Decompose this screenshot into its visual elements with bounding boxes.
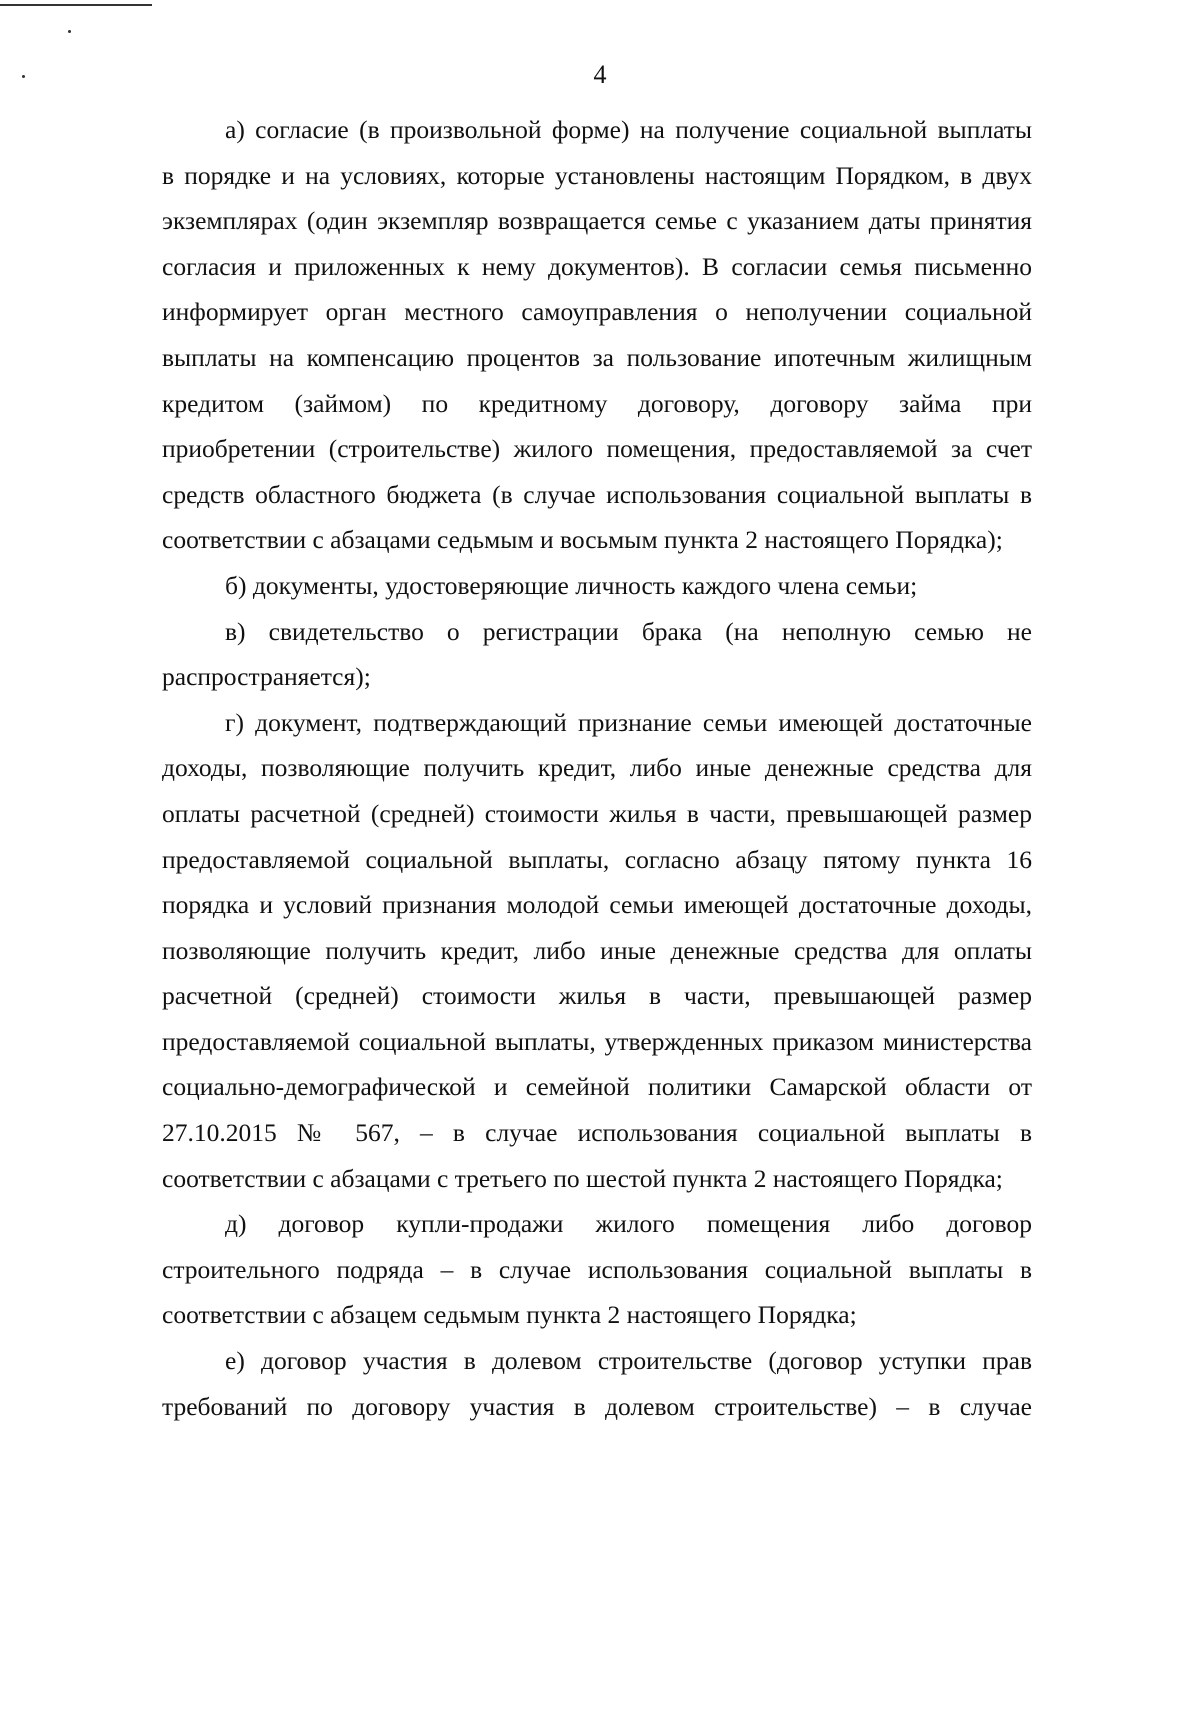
paragraph xyxy=(162,700,1032,1202)
text-line: согласия и приложенных к нему документов). В согласии семья письменно xyxy=(162,251,1032,281)
text-line: приобретении (строительстве) жилого помещения, предоставляемой за счет xyxy=(162,434,1032,464)
text-line: средств областного бюджета (в случае использования социальной выплаты в xyxy=(162,479,1032,509)
paragraph xyxy=(162,1338,1032,1429)
text-line: выплаты на компенсацию процентов за пользование ипотечным жилищным xyxy=(162,342,1032,372)
paragraph xyxy=(162,107,1032,563)
paragraph xyxy=(162,609,1032,700)
text-line: социально-демографической и семейной политики Самарской области от xyxy=(162,1072,1032,1102)
text-line: соответствии с абзацами с третьего по шестой пункта 2 настоящего Порядка; xyxy=(162,1163,1003,1193)
text-line: порядка и условий признания молодой семьи имеющей достаточные доходы, xyxy=(162,890,1032,920)
text-line: предоставляемой социальной выплаты, утвержденных приказом министерства xyxy=(162,1026,1032,1056)
text-line: экземплярах (один экземпляр возвращается семье с указанием даты принятия xyxy=(162,206,1032,236)
text-line: в) свидетельство о регистрации брака (на неполную семью не xyxy=(225,616,1032,646)
text-line: д) договор купли-продажи жилого помещения либо договор xyxy=(225,1209,1032,1239)
paragraph xyxy=(162,563,1032,609)
paragraph xyxy=(162,1201,1032,1338)
text-line: доходы, позволяющие получить кредит, либо иные денежные средства для xyxy=(162,753,1032,783)
text-line: расчетной (средней) стоимости жилья в части, превышающей размер xyxy=(162,981,1032,1011)
text-line: б) документы, удостоверяющие личность каждого члена семьи; xyxy=(225,570,918,600)
text-line: кредитом (займом) по кредитному договору, договору займа при xyxy=(162,388,1032,418)
text-line: соответствии с абзацами седьмым и восьмым пункта 2 настоящего Порядка); xyxy=(162,525,1003,555)
page-number: 4 xyxy=(593,60,607,89)
text-line: соответствии с абзацем седьмым пункта 2 настоящего Порядка; xyxy=(162,1300,857,1330)
scan-edge-line xyxy=(0,4,152,6)
text-line: предоставляемой социальной выплаты, согласно абзацу пятому пункта 16 xyxy=(162,844,1032,874)
text-line: распространяется); xyxy=(162,662,371,692)
text-line: позволяющие получить кредит, либо иные денежные средства для оплаты xyxy=(162,935,1032,965)
text-line: информирует орган местного самоуправления о неполучении социальной xyxy=(162,297,1032,327)
scan-speck xyxy=(68,30,71,33)
text-line: требований по договору участия в долевом строительстве) – в случае xyxy=(162,1391,1032,1421)
text-line: г) документ, подтверждающий признание семьи имеющей достаточные xyxy=(225,707,1032,737)
text-line: оплаты расчетной (средней) стоимости жилья в части, превышающей размер xyxy=(162,798,1032,828)
document-body xyxy=(162,107,1032,1429)
text-line: в порядке и на условиях, которые установлены настоящим Порядком, в двух xyxy=(162,160,1032,190)
text-line: 27.10.2015 № 567, – в случае использования социальной выплаты в xyxy=(162,1118,1032,1148)
text-line: строительного подряда – в случае использования социальной выплаты в xyxy=(162,1254,1032,1284)
text-line: а) согласие (в произвольной форме) на получение социальной выплаты xyxy=(225,115,1032,144)
text-line: е) договор участия в долевом строительстве (договор уступки прав xyxy=(225,1346,1032,1376)
